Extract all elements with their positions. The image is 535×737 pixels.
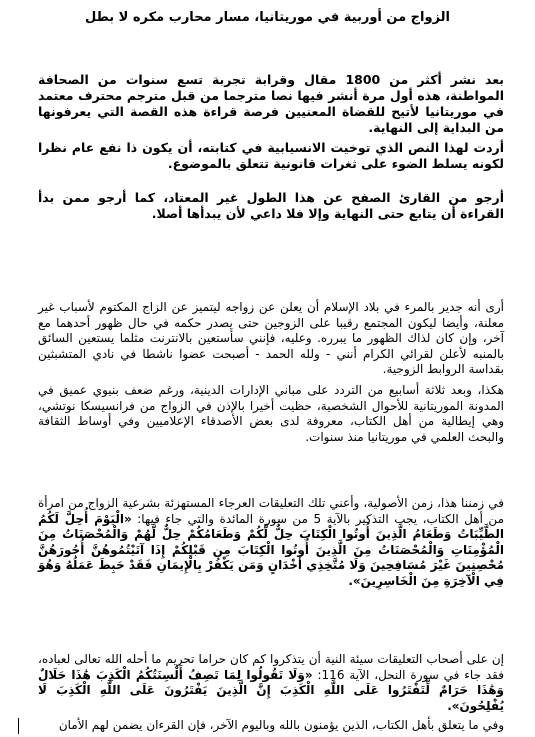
intro-section (38, 72, 504, 136)
intro-section-2 (38, 140, 504, 172)
quran-quote-nahl: «وَلَا تَقُولُوا لِمَا تَصِفُ أَلْسِنَتُكُمُ الْكَذِبَ هَٰذَا حَلَالٌ وَهَٰذَا حَرَامٌ لِّتَفْتَرُوا عَلَى اللَّهِ الْكَذِبَ إِنَّ الَّذِينَ يَفْتَرُونَ عَلَى اللَّهِ الْكَذِبَ لَا يُفْلِحُونَ». (38, 667, 504, 713)
body-paragraph-1: أرى أنه جدير بالمرء في بلاد الإسلام أن يعلن عن زواجه ليتميز عن الزاج المكتوم لأسباب غير معلنة، وأيضا ليكون المجتمع رقيبا على الزوجين حتى يصدر حكمه في حال ظهور أحدهما مع آخر، وإن كان لذاك الظهور ما يبرره. وعليه، فإنني سأستعين بالانترنت مثلما يستعين السائق بالمنبه لأعلن لقرائي الكرام أنني - ولله الحمد - أصبحت عضوا ناشطا في نادي المتشبثين بقداسة الروابط الزوجية. (38, 300, 504, 376)
intro-paragraph-3: أرجو من القارئ الصفح عن هذا الطول غير المعتاد، كما أرجو ممن بدأ القراءة أن يتابع حتى النهاية وإلا فلا داعي لأن يبدأها أصلا. (38, 190, 504, 221)
body-section-3 (38, 496, 504, 589)
body-paragraph-3 (38, 496, 504, 589)
body-paragraph-5: وفي ما يتعلق بأهل الكتاب، الذين يؤمنون بالله وباليوم الآخر، فإن القرءان يضمن لهم الأمان (58, 718, 504, 732)
text-cursor (18, 718, 19, 734)
paragraph-3-text: في زمننا هذا، زمن الأصولية، وأعني تلك التعليقات العرجاء المستهزئة بشرعية الزواج من امرأة من أهل الكتاب، يجب التذكير بالآية 5 من سورة المائدة والتي جاء فيها: (38, 496, 504, 526)
document-title: الزواج من أوربية في موريتانيا، مسار محارب مكره لا بطل (84, 10, 450, 25)
body-paragraph-4 (38, 652, 504, 714)
intro-paragraph-1: بعد نشر أكثر من 1800 مقال وقرابة تجربة تسع سنوات من الصحافة المواطنة، هذه أول مرة أنشر فيها نصا مترجما من قبل مترجم محترف معتمد في موريتانيا لأتيح للقضاة المعنيين فرصة قراءة هذه القصة التي يعرفونها من البداية إلى النهاية. (38, 72, 504, 135)
body-section-4 (38, 652, 504, 714)
body-section-1 (38, 300, 504, 378)
paragraph-4-text: إن على أصحاب التعليقات سيئة النية أن يتذكروا كم كان حراما تحريم ما أحله الله تعالى لعباده، فقد جاء في سورة النحل، الآية 116: (38, 652, 504, 682)
body-paragraph-2: هكذا، وبعد ثلاثة أسابيع من التردد على مباني الإدارات الدينية، ورغم ضعف بنيوي عميق في المدونة الموريتانية للأحوال الشخصية، حظيت أخيرا بالإذن في الزواج من فرانسيسكا نوتشي، وهي إيطالية من أهل الكتاب، معروفة لدى بعض الأصدقاء الإعلاميين وفي أوساط الثقافة والبحث العلمي في موريتانيا منذ سنوات. (38, 383, 504, 444)
intro-paragraph-2: أردت لهذا النص الذي توخيت الانسيابية في كتابته، أن يكون ذا نفع عام نظرا لكونه يسلط الضوء على ثغرات قانونية تتعلق بالموضوع. (38, 140, 504, 171)
body-section-2 (38, 383, 504, 445)
intro-section-3 (38, 190, 504, 222)
body-section-5 (38, 718, 504, 734)
quran-quote-maida: «الْيَوْمَ أُحِلَّ لَكُمُ الطَّيِّبَاتُ وَطَعَامُ الَّذِينَ أُوتُوا الْكِتَابَ حِلٌّ لَّكُمْ وَطَعَامُكُمْ حِلٌّ لَّهُمْ وَالْمُحْصَنَاتُ مِنَ الْمُؤْمِنَاتِ وَالْمُحْصَنَاتُ مِنَ الَّذِينَ أُوتُوا الْكِتَابَ مِن قَبْلِكُمْ إِذَا آتَيْتُمُوهُنَّ أُجُورَهُنَّ مُحْصِنِينَ غَيْرَ مُسَافِحِينَ وَلَا مُتَّخِذِي أَخْدَانٍ وَمَن يَكْفُرْ بِالْإِيمَانِ فَقَدْ حَبِطَ عَمَلُهُ وَهُوَ فِي الْآخِرَةِ مِنَ الْخَاسِرِينَ». (38, 511, 504, 588)
